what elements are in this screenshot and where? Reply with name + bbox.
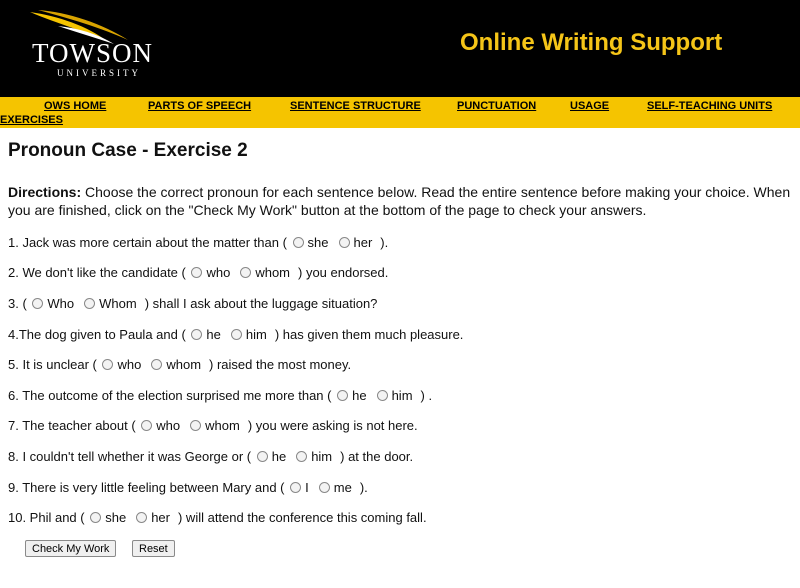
question-row xyxy=(8,510,427,525)
question-text: 5. It is unclear ( xyxy=(8,357,101,372)
nav-sentence-structure[interactable]: SENTENCE STRUCTURE xyxy=(290,100,421,112)
logo-wordmark: TOWSON xyxy=(32,38,154,68)
site-header xyxy=(0,0,800,97)
answer-option[interactable] xyxy=(30,296,74,311)
question-row xyxy=(8,357,351,372)
question-row xyxy=(8,388,432,403)
option-label: she xyxy=(307,235,329,250)
answer-option[interactable] xyxy=(291,235,329,250)
option-label: he xyxy=(271,449,287,464)
radio-button[interactable] xyxy=(290,482,301,493)
option-label: Who xyxy=(47,296,75,311)
option-label: him xyxy=(311,449,333,464)
option-label: who xyxy=(117,357,142,372)
question-row xyxy=(8,265,388,280)
option-label: whom xyxy=(205,418,240,433)
question-text-end: ) you were asking is not here. xyxy=(247,418,418,433)
radio-button[interactable] xyxy=(377,390,388,401)
answer-option[interactable] xyxy=(238,265,290,280)
radio-button[interactable] xyxy=(151,359,162,370)
question-text-end: ) . xyxy=(420,388,433,403)
radio-button[interactable] xyxy=(84,298,95,309)
nav-ows-home[interactable]: OWS HOME xyxy=(44,100,107,112)
site-title: Online Writing Support xyxy=(460,29,723,56)
radio-button[interactable] xyxy=(231,329,242,340)
option-label: her xyxy=(353,235,373,250)
question-row xyxy=(8,480,368,495)
option-label: he xyxy=(206,327,221,342)
radio-button[interactable] xyxy=(257,451,268,462)
question-text-end: ) raised the most money. xyxy=(209,357,352,372)
option-label: whom xyxy=(166,357,202,372)
radio-button[interactable] xyxy=(296,451,307,462)
question-row xyxy=(8,449,413,464)
question-text-end: ). xyxy=(359,480,368,495)
option-label: who xyxy=(156,418,181,433)
nav-parts-of-speech[interactable]: PARTS OF SPEECH xyxy=(148,100,252,112)
option-label: him xyxy=(245,327,267,342)
option-label: him xyxy=(391,388,413,403)
question-row xyxy=(8,327,463,342)
radio-button[interactable] xyxy=(191,267,202,278)
answer-option[interactable] xyxy=(317,480,352,495)
radio-button[interactable] xyxy=(32,298,43,309)
question-text: 1. Jack was more certain about the matter than ( xyxy=(8,235,291,250)
answer-option[interactable] xyxy=(149,357,201,372)
reset-button[interactable]: Reset xyxy=(132,540,175,557)
question-text: 3. ( xyxy=(8,296,31,311)
question-text-end: ) has given them much pleasure. xyxy=(274,327,464,342)
question-text-end: ) you endorsed. xyxy=(298,265,389,280)
answer-option[interactable] xyxy=(189,327,220,342)
question-text-end: ) at the door. xyxy=(340,449,414,464)
question-text: 6. The outcome of the election surprised me more than ( xyxy=(8,388,336,403)
answer-option[interactable] xyxy=(82,296,137,311)
answer-option[interactable] xyxy=(134,510,170,525)
answer-option[interactable] xyxy=(255,449,286,464)
option-label: me xyxy=(333,480,352,495)
radio-button[interactable] xyxy=(319,482,330,493)
option-label: Whom xyxy=(99,296,137,311)
radio-button[interactable] xyxy=(339,237,350,248)
answer-option[interactable] xyxy=(294,449,332,464)
question-text: 9. There is very little feeling between Mary and ( xyxy=(8,480,289,495)
directions-text: Choose the correct pronoun for each sentence below. Read the entire sentence before making your choice. When you are finished, click on the "Check My Work" button at the bottom of the page to check your answers. xyxy=(8,184,791,218)
option-label: whom xyxy=(255,265,291,280)
question-row xyxy=(8,296,377,311)
main-nav xyxy=(0,97,800,128)
answer-option[interactable] xyxy=(188,418,240,433)
question-row xyxy=(8,418,418,433)
radio-button[interactable] xyxy=(293,237,304,248)
answer-option[interactable] xyxy=(100,357,141,372)
option-label: her xyxy=(151,510,170,525)
option-label: he xyxy=(352,388,367,403)
directions xyxy=(8,183,792,219)
option-label: she xyxy=(105,510,127,525)
nav-punctuation[interactable]: PUNCTUATION xyxy=(457,100,537,112)
radio-button[interactable] xyxy=(141,420,152,431)
radio-button[interactable] xyxy=(337,390,348,401)
nav-exercises[interactable]: EXERCISES xyxy=(0,114,63,126)
directions-label: Directions: xyxy=(8,184,82,200)
answer-option[interactable] xyxy=(139,418,180,433)
question-text-end: ) shall I ask about the luggage situation? xyxy=(144,296,378,311)
answer-option[interactable] xyxy=(229,327,267,342)
question-text: 2. We don't like the candidate ( xyxy=(8,265,190,280)
radio-button[interactable] xyxy=(240,267,251,278)
question-text-end: ) will attend the conference this coming fall. xyxy=(177,510,427,525)
answer-option[interactable] xyxy=(375,388,413,403)
nav-usage[interactable]: USAGE xyxy=(570,100,610,112)
answer-option[interactable] xyxy=(335,388,366,403)
nav-self-teaching-units[interactable]: SELF-TEACHING UNITS xyxy=(647,100,773,112)
option-label: I xyxy=(305,480,309,495)
question-row xyxy=(8,235,388,250)
question-text-end: ). xyxy=(380,235,389,250)
question-text: 4.The dog given to Paula and ( xyxy=(8,327,190,342)
radio-button[interactable] xyxy=(136,512,147,523)
answer-option[interactable] xyxy=(88,510,126,525)
answer-option[interactable] xyxy=(288,480,309,495)
logo-subtext: UNIVERSITY xyxy=(57,68,141,78)
radio-button[interactable] xyxy=(190,420,201,431)
question-text: 10. Phil and ( xyxy=(8,510,89,525)
radio-button[interactable] xyxy=(102,359,113,370)
check-my-work-button[interactable]: Check My Work xyxy=(25,540,116,557)
option-label: who xyxy=(206,265,231,280)
radio-button[interactable] xyxy=(191,329,202,340)
question-text: 8. I couldn't tell whether it was George or ( xyxy=(8,449,255,464)
page-title: Pronoun Case - Exercise 2 xyxy=(8,140,248,161)
answer-option[interactable] xyxy=(337,235,373,250)
question-text: 7. The teacher about ( xyxy=(8,418,140,433)
radio-button[interactable] xyxy=(90,512,101,523)
answer-option[interactable] xyxy=(189,265,230,280)
